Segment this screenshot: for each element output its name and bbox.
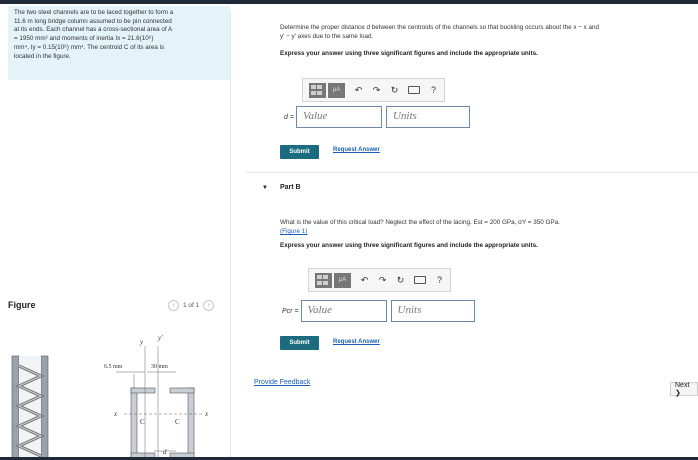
partA-math-toolbar [302, 78, 445, 102]
axis-y-label: y [140, 338, 144, 346]
provide-feedback-link[interactable]: Provide Feedback [254, 379, 311, 386]
partB-header[interactable] [262, 184, 301, 191]
help-icon[interactable]: ? [436, 275, 442, 285]
keyboard-icon[interactable] [408, 86, 420, 94]
partB-answer-row [282, 300, 475, 322]
partB-math-toolbar [308, 268, 451, 292]
units-mu-icon[interactable]: μA [334, 273, 351, 288]
undo-icon[interactable]: ↶ [360, 274, 369, 285]
centroid-right-label: C [175, 418, 180, 426]
figure-label: Figure [8, 300, 36, 310]
problem-statement [8, 6, 230, 80]
partB-figure-link[interactable]: (Figure 1) [280, 228, 308, 235]
redo-icon[interactable]: ↷ [372, 84, 381, 95]
dim-right-label: 30 mm [151, 364, 168, 370]
dim-left-label: 6.5 mm [104, 364, 123, 370]
redo-icon[interactable]: ↷ [378, 274, 387, 285]
partA-units-input[interactable]: Units [386, 106, 470, 128]
axis-x-left-label: x [114, 410, 118, 418]
keyboard-icon[interactable] [414, 276, 426, 284]
reset-icon[interactable]: ↻ [390, 84, 399, 95]
part-divider [246, 172, 698, 173]
partA-var-label: d = [284, 113, 294, 121]
partB-instruction: Express your answer using three significant figures and include the appropriate units. [280, 242, 538, 249]
left-panel [0, 4, 240, 457]
collapse-caret-icon[interactable]: ▼ [262, 184, 268, 191]
column-figure[interactable] [0, 326, 230, 458]
partA-prompt-line2: y′ − y′ axes due to the same load. [280, 33, 374, 40]
laced-column-drawing [12, 356, 48, 458]
partB-submit-button[interactable]: Submit [280, 336, 319, 350]
template-icon[interactable] [309, 83, 326, 98]
next-button[interactable]: Next ❯ [670, 382, 698, 396]
undo-icon[interactable]: ↶ [354, 84, 363, 95]
next-figure-button[interactable]: › [203, 300, 214, 311]
partB-value-input[interactable]: Value [301, 300, 387, 322]
partA-value-input[interactable]: Value [296, 106, 382, 128]
partB-prompt-line1: What is the value of this critical load? Neglect the effect of the lacing. Est = 200 GPa, σY = 350 GPa. [280, 219, 560, 226]
centroid-left-label: C [140, 418, 145, 426]
partB-title: Part B [279, 184, 301, 191]
axis-y-prime-label: y′ [158, 334, 163, 342]
partA-submit-button[interactable]: Submit [280, 145, 319, 159]
problem-line: = 1950 mm² and moments of inertia Ix = 21.6(10⁶) [14, 35, 154, 43]
partB-units-input[interactable]: Units [391, 300, 475, 322]
partA-instruction: Express your answer using three significant figures and include the appropriate units. [280, 50, 538, 57]
partA-request-answer-link[interactable]: Request Answer [333, 147, 380, 153]
help-icon[interactable]: ? [430, 85, 436, 95]
reset-icon[interactable]: ↻ [396, 274, 405, 285]
axis-x-right-label: x [205, 410, 209, 418]
partB-request-answer-link[interactable]: Request Answer [333, 339, 380, 345]
problem-line: The two steel channels are to be laced together to form a [14, 9, 174, 16]
figure-pager [168, 300, 214, 311]
right-panel [240, 4, 698, 457]
cross-section-drawing [116, 346, 202, 458]
units-mu-icon[interactable]: μA [328, 83, 345, 98]
prev-figure-button[interactable]: ‹ [168, 300, 179, 311]
panel-divider [230, 12, 231, 460]
problem-line: 11.6 m long bridge column assumed to be pin connected [14, 17, 172, 25]
partA-prompt-line1: Determine the proper distance d between the centroids of the channels so that buckling occurs about the x − x and [280, 24, 600, 31]
partA-answer-row [284, 106, 470, 128]
problem-line: mm⁴, Iy = 0.15(10⁶) mm⁴. The centroid C of its area is [14, 43, 165, 51]
problem-line: at its ends. Each channel has a cross-sectional area of A [14, 26, 173, 34]
figure-pager-text: 1 of 1 [183, 302, 200, 309]
partB-var-label: Pcr = [282, 307, 299, 315]
template-icon[interactable] [315, 273, 332, 288]
dim-d-label: d [163, 448, 167, 456]
problem-line: located in the figure. [14, 52, 71, 60]
